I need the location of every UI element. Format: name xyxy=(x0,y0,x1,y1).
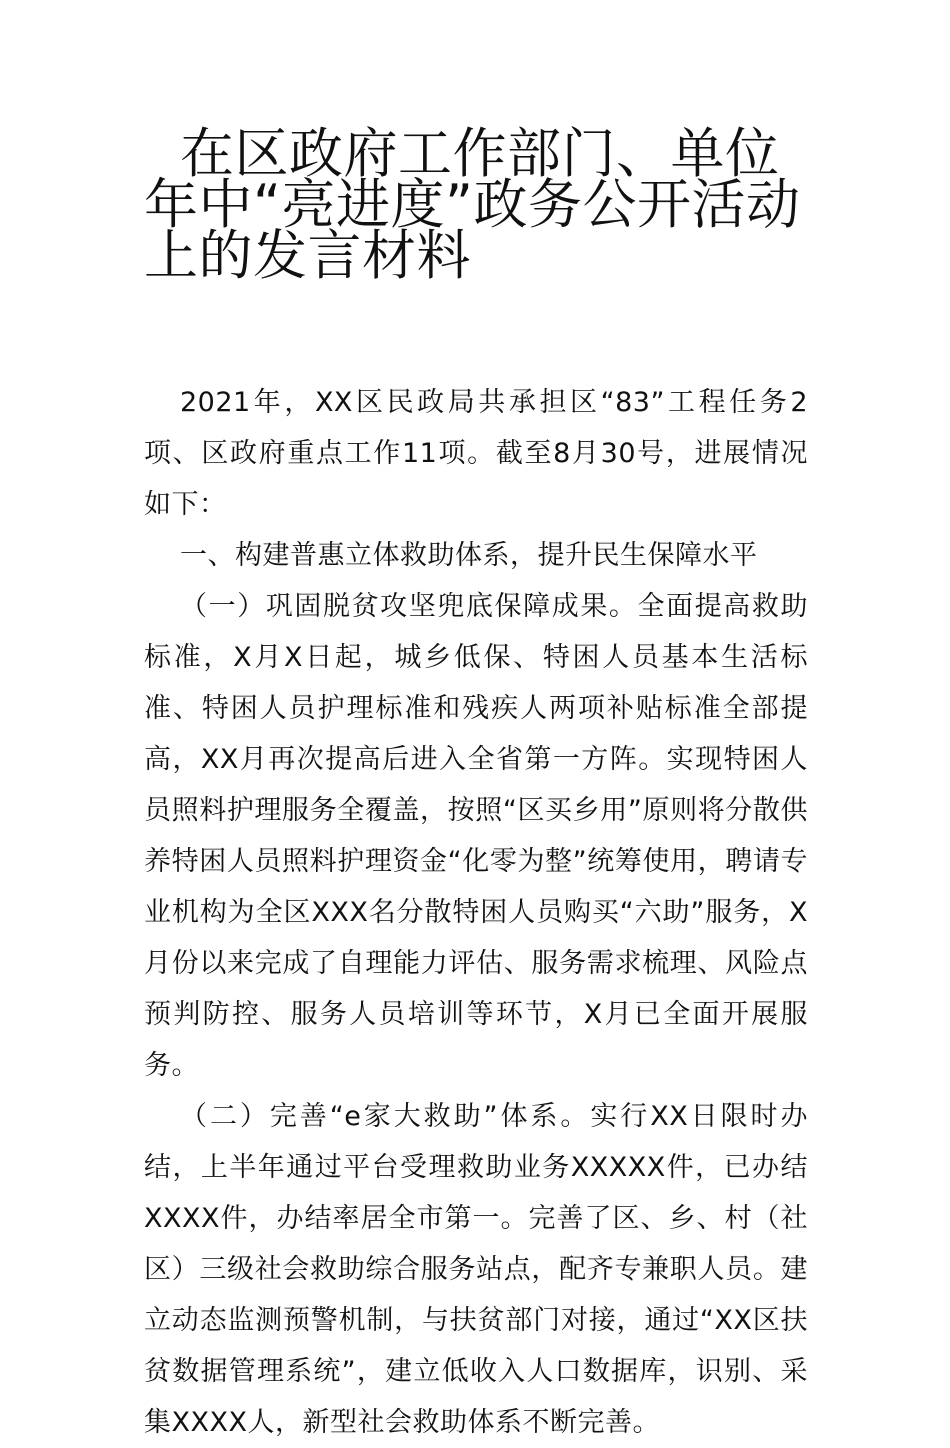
section-heading: 一、构建普惠立体救助体系，提升民生保障水平 xyxy=(180,540,758,571)
document-body xyxy=(144,122,808,1448)
item-paragraph-2: （二）完善“e家大救助”体系。实行XX日限时办结，上半年通过平台受理救助业务XXXXX件，已办结XXXX件，办结率居全市第一。完善了区、乡、村（社区）三级社会救助综合服务站点，配齐专兼职人员。建立动态监测预警机制，与扶贫部门对接，通过“XX区扶贫数据管理系统”，建立低收入人口数据库，识别、采集XXXX人，新型社会救助体系不断完善。 xyxy=(144,1101,808,1438)
document-title: 在区政府工作部门、单位年中“亮进度”政务公开活动上的发言材料 xyxy=(144,122,801,287)
title-spacer xyxy=(144,281,808,377)
item-paragraph-1: （一）巩固脱贫攻坚兜底保障成果。全面提高救助标准，X月X日起，城乡低保、特困人员基本生活标准、特困人员护理标准和残疾人两项补贴标准全部提高，XX月再次提高后进入全省第一方阵。实现特困人员照料护理服务全覆盖，按照“区买乡用”原则将分散供养特困人员照料护理资金“化零为整”统筹使用，聘请专业机构为全区XXX名分散特困人员购买“六助”服务，X月份以来完成了自理能力评估、服务需求梳理、风险点预判防控、服务人员培训等环节，X月已全面开展服务。 xyxy=(144,591,808,1081)
intro-paragraph: 2021年，XX区民政局共承担区“83”工程任务2项、区政府重点工作11项。截至8月30号，进展情况如下： xyxy=(144,387,808,520)
